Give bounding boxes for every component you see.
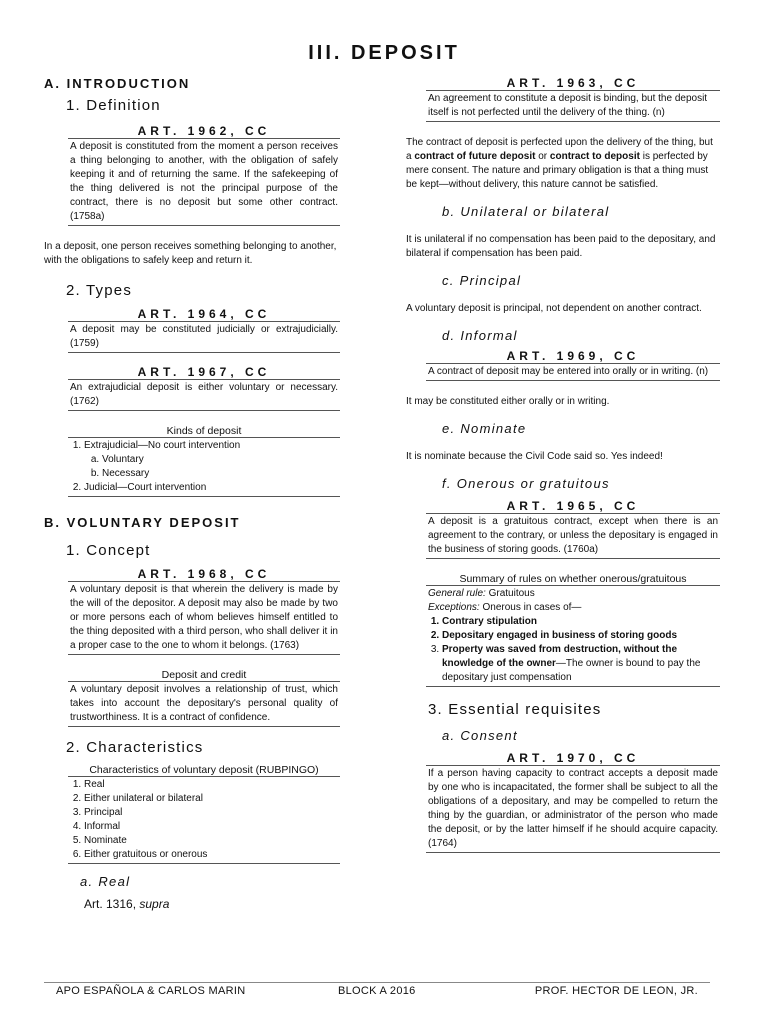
article-text: An extrajudicial deposit is either voluntary or necessary. (1762) [68,379,340,411]
subsection-heading: 1. Definition [66,97,161,114]
value: Onerous in cases of— [479,602,582,613]
subsection-heading: 1. Concept [66,542,151,559]
article-text: A deposit is a gratuitous contract, except when there is an agreement to the contrary, or unless the depositary is engaged in the business of storing goods. (1760a) [426,513,720,559]
left-column [44,76,340,911]
article-title: ART. 1968, CC [137,567,271,581]
text-run: or [535,151,550,162]
article-box [68,365,340,411]
summary-box [426,585,720,687]
article-text: A contract of deposit may be entered into orally or in writing. (n) [426,363,720,381]
text-run: is perfected by mere consent. The nature and primary obligation is that a thing must be kept—without delivery, this nature cannot be satisfied. [406,151,709,190]
article-text: A deposit is constituted from the moment a person receives a thing belonging to another, with the obligation of safely keeping it and of returning the same. If the safekeeping of the thing delivered is not the principal purpose of the contract, there is no deposit but some other contract. (1758a) [68,138,340,226]
general-rule [428,587,718,601]
page-footer [44,982,710,997]
characteristics-list-box [68,776,340,864]
list-item: b. Necessary [102,467,338,481]
list-item: 3. Principal [84,806,338,820]
subsection-heading: 2. Characteristics [66,739,204,756]
article-text: If a person having capacity to contract accepts a deposit made by one who is incapacitated, the former shall be subject to all the obligations of a depositary, and may be compelled to return the thing by the guardian, or administrator of the person who made the deposit, or by the latter himself if he should acquire capacity. (1764) [426,765,720,853]
section-heading: B. VOLUNTARY DEPOSIT [44,515,241,530]
section-heading: A. INTRODUCTION [44,76,191,91]
page-title: III. DEPOSIT [308,42,460,64]
list-item-text: Extrajudicial—No court intervention [84,440,241,451]
paragraph: In a deposit, one person receives something belonging to another, with the obligations to safely keep and return it. [44,241,337,266]
list-item: 2. Judicial—Court intervention [84,481,338,495]
exceptions [428,601,718,615]
article-box [426,349,720,381]
subsubsection-heading: d. Informal [442,328,518,343]
article-title: ART. 1962, CC [137,124,271,138]
list-item: 2. Depositary engaged in business of storing goods [442,629,718,643]
table-title: Deposit and credit [161,669,247,681]
article-text: A voluntary deposit is that wherein the delivery is made by the will of the depositor. A deposit may also be made by two or more persons each of whom believes himself entitled to the thing deposited with a third person, who shall deliver it in a proper case to the one to whom it belongs. (1763) [68,581,340,655]
paragraph [406,136,720,192]
article-box [68,307,340,353]
list-item: 1. Contrary stipulation [442,615,718,629]
text-run: The contract of deposit is perfected upon the delivery of the thing, but a [406,137,713,162]
table-title: Summary of rules on whether onerous/gratuitous [459,573,687,585]
article-title: ART. 1970, CC [506,751,640,765]
list-item: 5. Nominate [84,834,338,848]
paragraph: It is nominate because the Civil Code said so. Yes indeed! [406,451,663,462]
label: General rule: [428,588,486,599]
list-item: 4. Informal [84,820,338,834]
article-title: ART. 1965, CC [506,499,640,513]
list-item [84,439,338,481]
bold-term: contract of future deposit [414,151,536,162]
subsubsection-heading: a. Real [80,874,131,889]
subsection-heading: 2. Types [66,282,133,299]
article-box [68,567,340,655]
subsubsection-heading: c. Principal [442,273,522,288]
article-title: ART. 1963, CC [506,76,640,90]
subsubsection-heading: f. Onerous or gratuitous [442,476,610,491]
article-text: An agreement to constitute a deposit is binding, but the deposit itself is not perfected until the delivery of the thing. (n) [426,90,720,122]
paragraph [84,897,340,911]
list-item: a. Voluntary [102,453,338,467]
text-run: —The owner is bound to pay the depositary just compensation [442,658,701,683]
article-box [426,76,720,122]
list-item: 1. Real [84,778,338,792]
right-column [406,76,720,853]
footer-professor: PROF. HECTOR DE LEON, JR. [534,985,698,997]
article-text: A deposit may be constituted judicially or extrajudicially. (1759) [68,321,340,353]
subsubsection-heading: b. Unilateral or bilateral [442,204,610,219]
reference-italic: supra [139,897,170,911]
reference-text: Art. 1316, [84,897,140,911]
article-box [426,499,720,559]
table-title: Characteristics of voluntary deposit (RUBPINGO) [89,764,319,776]
paragraph: It may be constituted either orally or in writing. [406,396,610,407]
bold-term: contract to deposit [549,151,640,162]
list-item: 2. Either unilateral or bilateral [84,792,338,806]
footer-block: BLOCK A 2016 [338,985,416,997]
subsubsection-heading: a. Consent [442,728,518,743]
article-title: ART. 1969, CC [506,349,640,363]
subsubsection-heading: e. Nominate [442,421,527,436]
article-box [68,124,340,226]
table-title: Kinds of deposit [166,425,242,437]
subsection-heading: 3. Essential requisites [428,701,602,718]
footer-authors: APO ESPAÑOLA & CARLOS MARIN [56,985,246,997]
article-title: ART. 1964, CC [137,307,271,321]
table-body: A voluntary deposit involves a relationship of trust, which takes into account the depositary's personal quality of trustworthiness. It is a contract of confidence. [68,681,340,727]
kinds-list-box [68,437,340,497]
list-item: 6. Either gratuitous or onerous [84,848,338,862]
paragraph: A voluntary deposit is principal, not dependent on another contract. [406,303,702,314]
article-title: ART. 1967, CC [137,365,271,379]
label: Exceptions: [428,602,480,613]
list-item [442,643,718,685]
article-box [426,751,720,853]
paragraph: It is unilateral if no compensation has been paid to the depositary, and bilateral if compensation has been paid. [406,234,716,259]
value: Gratuitous [485,588,535,599]
bold-term: Property was saved from destruction, without the knowledge of the owner [442,644,678,669]
